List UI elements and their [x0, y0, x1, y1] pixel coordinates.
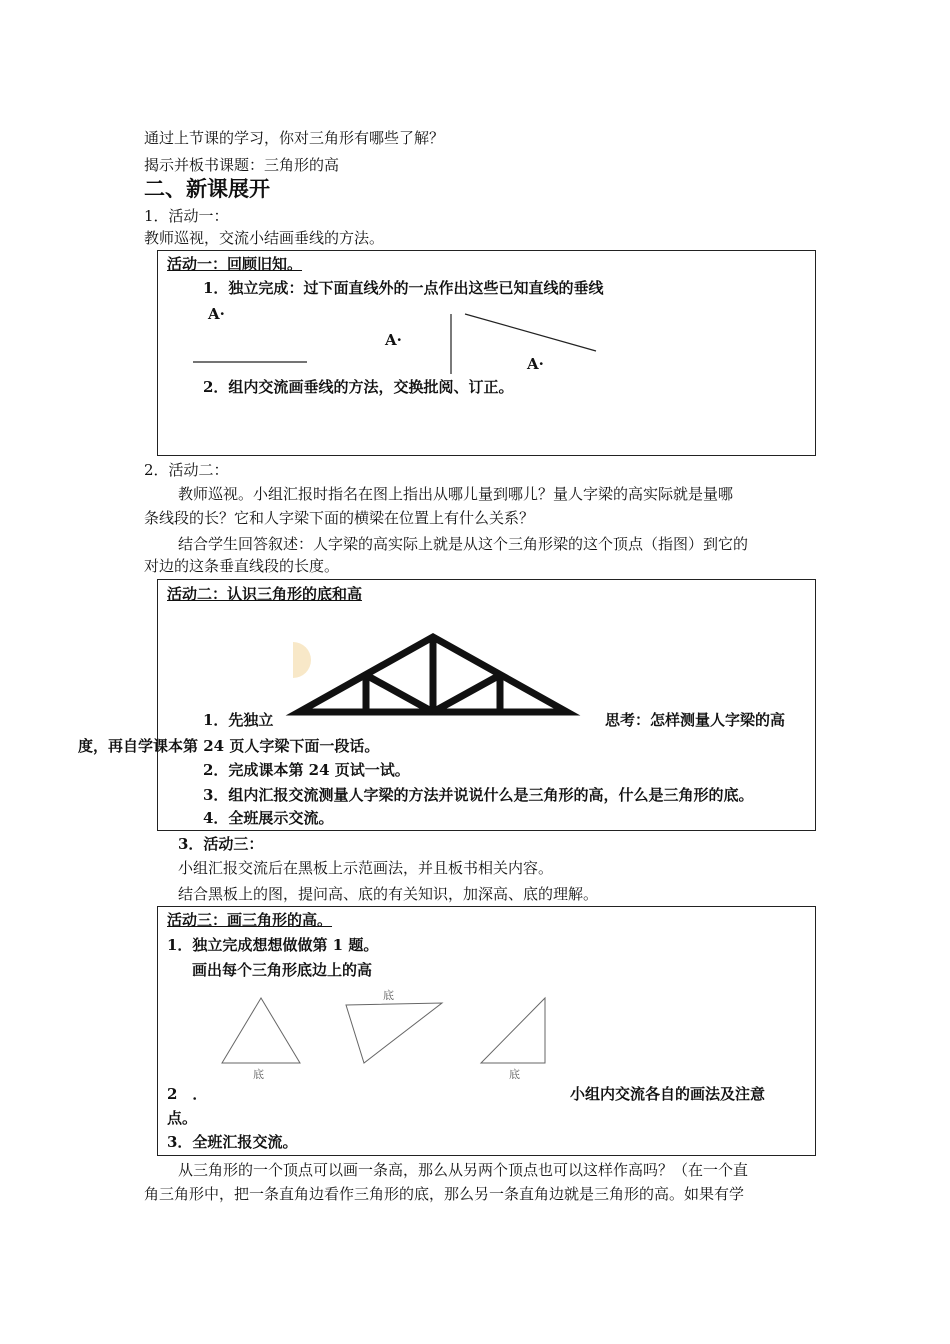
activity2-item-2: 2．完成课本第 24 页试一试。	[203, 761, 410, 779]
activity3-text-1: 小组汇报交流后在黑板上示范画法，并且板书相关内容。	[178, 859, 554, 877]
activity1-text: 教师巡视，交流小结画垂线的方法。	[144, 229, 385, 247]
activity2-item-1c: 度，再自学课本第 24 页人字梁下面一段话。	[78, 737, 380, 755]
triangle-1	[222, 998, 300, 1063]
intro-line-2: 揭示并板书课题：三角形的高	[144, 156, 340, 174]
activity3-item-2a: 2 ．	[167, 1085, 208, 1103]
activity2-para2-l2: 对边的这条垂直线段的长度。	[144, 557, 340, 575]
activity3-item-3: 3．全班汇报交流。	[167, 1133, 298, 1151]
activity2-para2-l1: 结合学生回答叙述：人字梁的高实际上就是从这个三角形梁的这个顶点（指图）到它的	[178, 535, 749, 553]
triangle-3	[481, 998, 545, 1063]
closing-line-2: 角三角形中，把一条直角边看作三角形的底，那么另一条直角边就是三角形的高。如果有学	[144, 1185, 745, 1203]
activity3-item-1-sub: 画出每个三角形底边上的高	[192, 961, 373, 979]
base-label-3: 底	[509, 1068, 520, 1081]
activity3-item-2b: 小组内交流各自的画法及注意	[570, 1085, 766, 1103]
activity1-box-title: 活动一：回顾旧知。	[167, 255, 303, 273]
section-heading: 二、新课展开	[144, 176, 270, 201]
point-a-3: A·	[527, 355, 544, 373]
closing-line-1: 从三角形的一个顶点可以画一条高，那么从另两个顶点也可以这样作高吗？（在一个直	[178, 1161, 749, 1179]
activity3-text-2: 结合黑板上的图，提问高、底的有关知识，加深高、底的理解。	[178, 885, 599, 903]
activity2-para1-l1: 教师巡视。小组汇报时指名在图上指出从哪儿量到哪儿？量人字梁的高实际就是量哪	[178, 485, 734, 503]
triangle-2	[346, 1003, 442, 1063]
activity2-para1-l2: 条线段的长？它和人字梁下面的横梁在位置上有什么关系？	[144, 509, 535, 527]
intro-line-1: 通过上节课的学习，你对三角形有哪些了解？	[144, 129, 445, 147]
activity2-item-1b: 思考：怎样测量人字梁的高	[605, 711, 786, 729]
base-label-1: 底	[253, 1068, 264, 1081]
base-label-2: 底	[383, 989, 394, 1002]
activity1-label: 1．活动一：	[144, 207, 229, 225]
point-a-1: A·	[208, 305, 225, 323]
point-a-2: A·	[385, 331, 402, 349]
activity1-item-2: 2．组内交流画垂线的方法，交换批阅、订正。	[203, 378, 514, 396]
activity3-item-2c: 点。	[167, 1109, 198, 1127]
activity2-label: 2．活动二：	[144, 461, 229, 479]
activity2-item-4: 4．全班展示交流。	[203, 809, 334, 827]
activity2-item-1a: 1．先独立	[203, 711, 274, 729]
activity3-box-title: 活动三：画三角形的高。	[167, 911, 333, 929]
activity2-item-3: 3．组内汇报交流测量人字梁的方法并说说什么是三角形的高，什么是三角形的底。	[203, 786, 754, 804]
activity3-item-1: 1．独立完成想想做做第 1 题。	[167, 936, 379, 954]
activity3-label: 3．活动三：	[178, 835, 264, 853]
activity2-box-title: 活动二：认识三角形的底和高	[167, 585, 363, 603]
activity1-item-1: 1．独立完成：过下面直线外的一点作出这些已知直线的垂线	[203, 279, 604, 297]
